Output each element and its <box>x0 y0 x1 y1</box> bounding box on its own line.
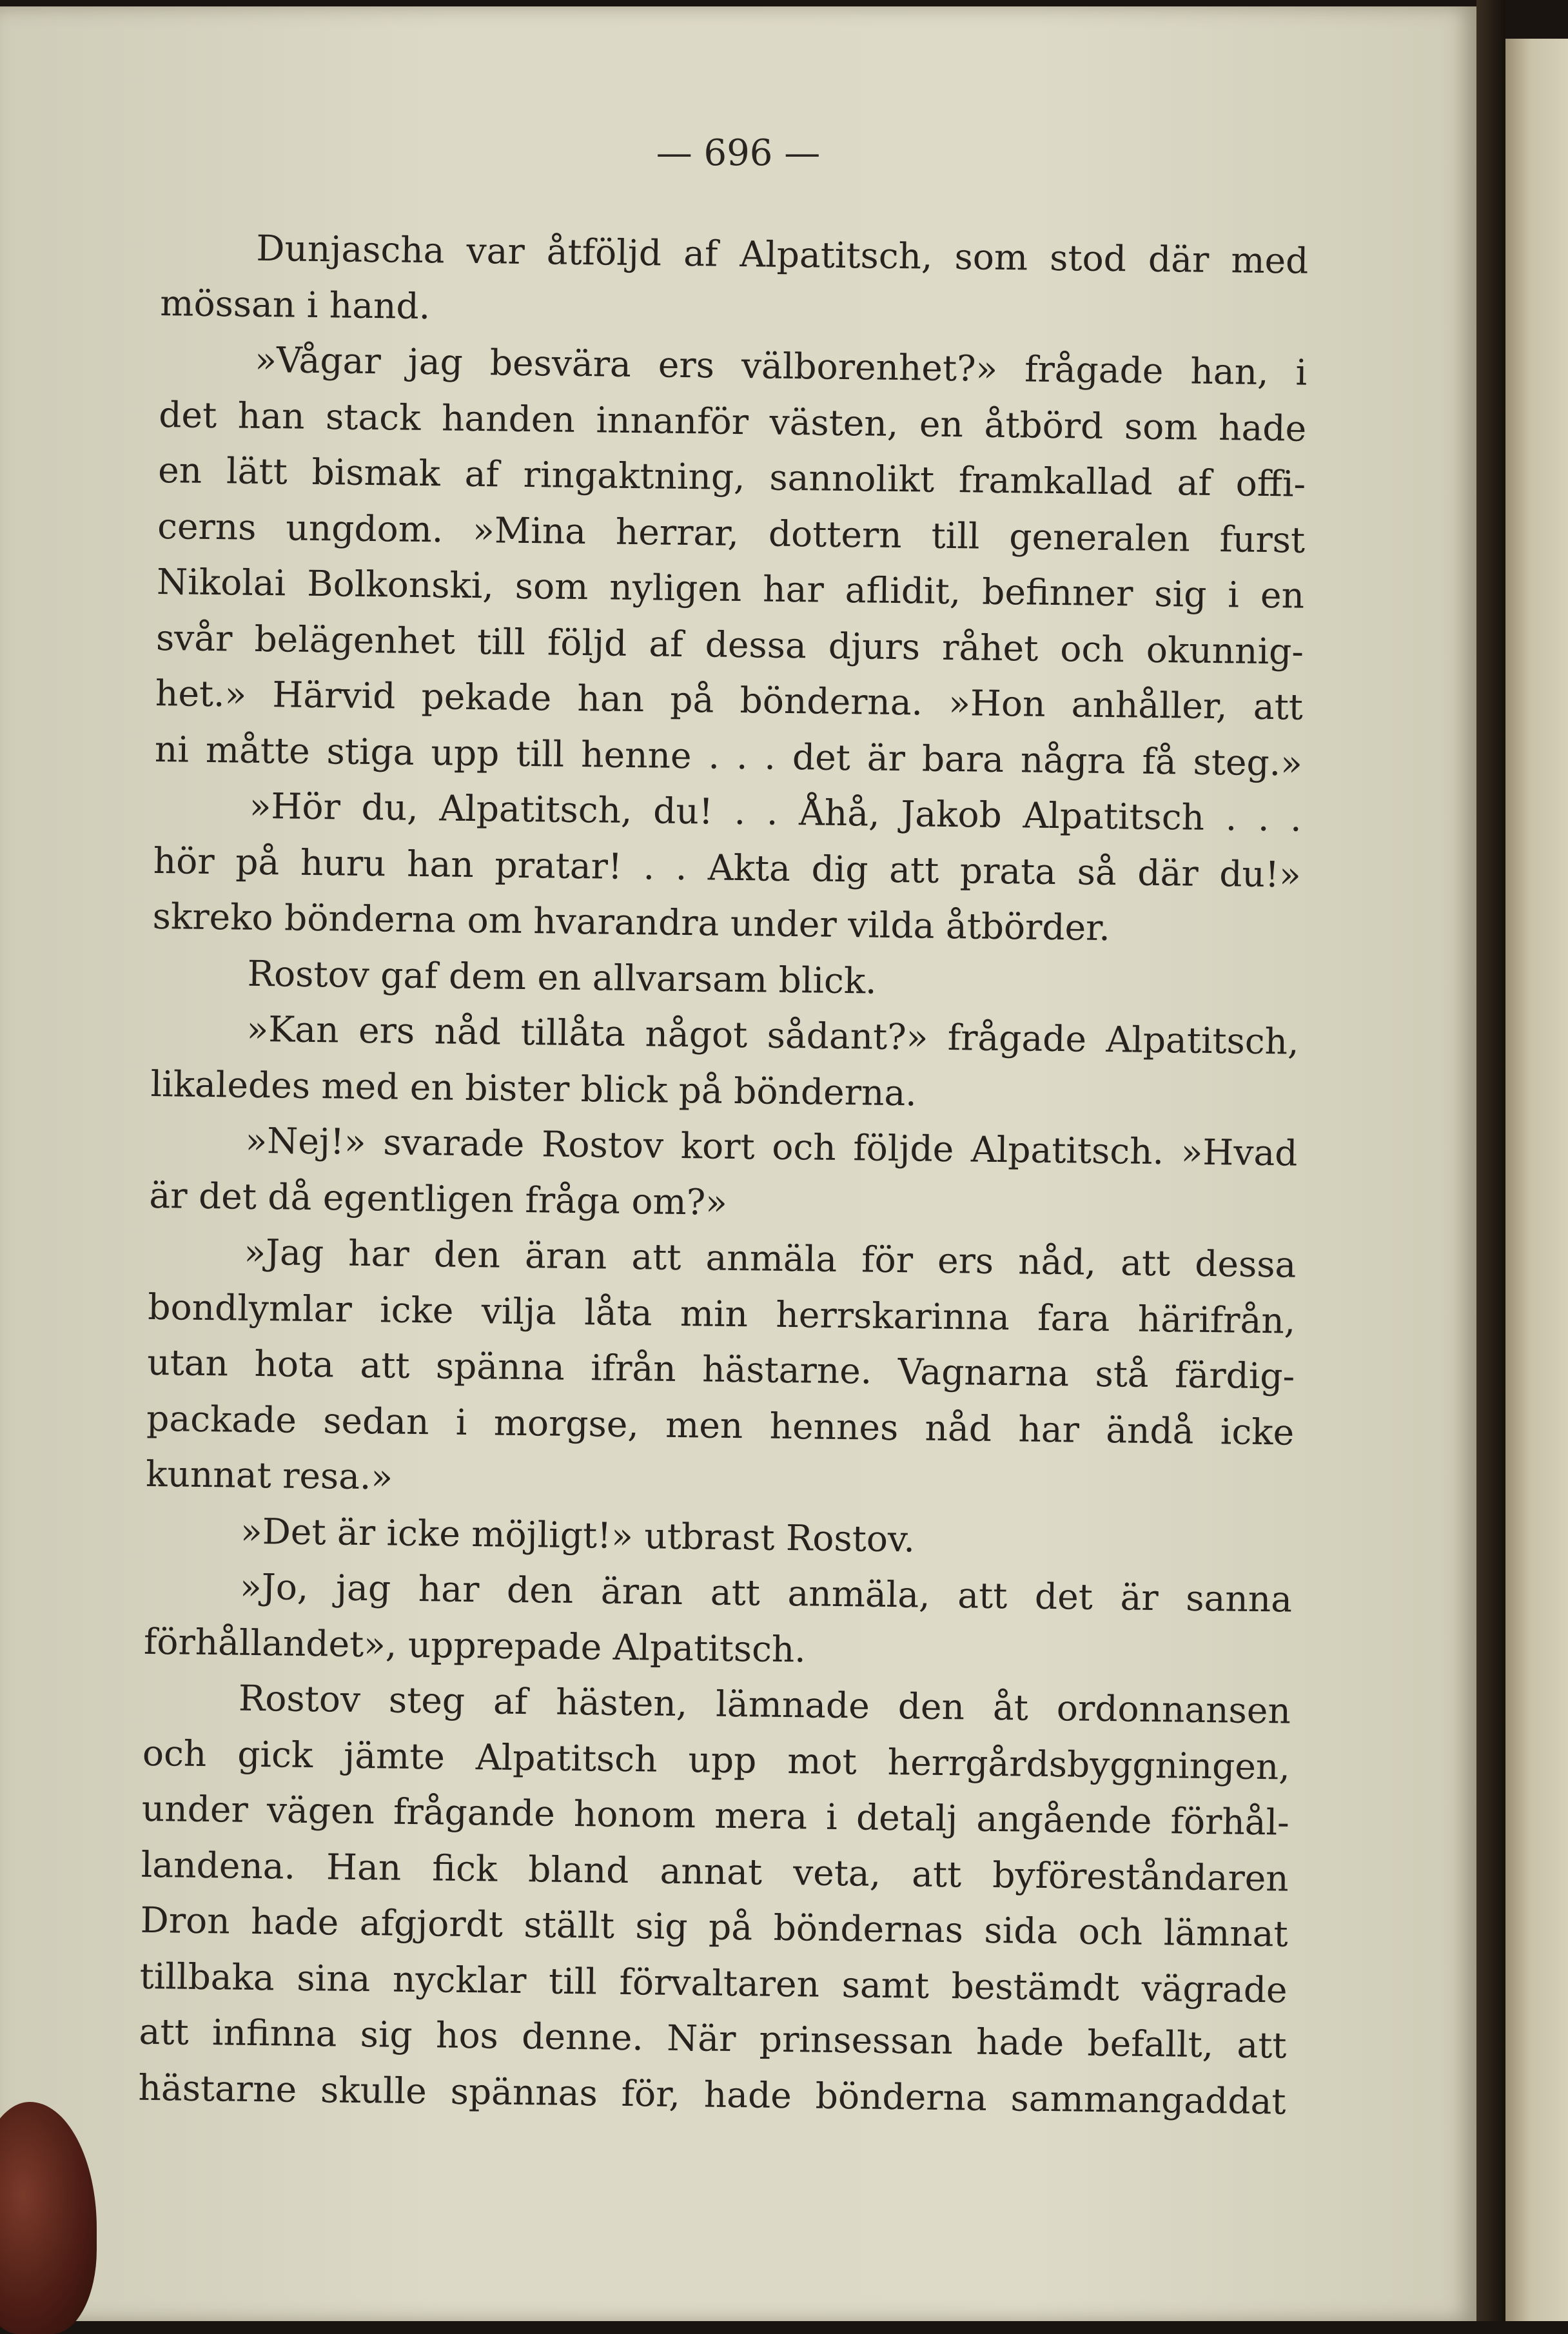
text-line: »Det är icke möjligt!» utbrast Rostov. <box>240 1510 916 1560</box>
text-line: bondlymlar icke vilja låta min herrskarinna fara härifrån, <box>148 1286 1296 1342</box>
text-line: utan hota att spänna ifrån hästarne. Vagnarna stå färdig- <box>146 1341 1295 1397</box>
text-line: »Vågar jag besvära ers välborenhet?» frågade han, i <box>254 338 1308 393</box>
facing-page-edge <box>1505 39 1568 2321</box>
page-number: — 696 — <box>656 132 821 174</box>
text-line: det han stack handen innanför västen, en åtbörd som hade <box>158 393 1307 449</box>
text-line: cerns ungdom. »Mina herrar, dottern till generalen furst <box>157 505 1306 561</box>
text-line: Dunjascha var åtföljd af Alpatitsch, som stod där med <box>256 227 1309 282</box>
text-line: och gick jämte Alpatitsch upp mot herrgårdsbyggningen, <box>142 1732 1291 1788</box>
text-line: »Jag har den äran att anmäla för ers nåd, att dessa <box>244 1231 1297 1286</box>
body-text <box>138 219 1309 2130</box>
text-line: förhållandet», upprepade Alpatitsch. <box>143 1620 807 1670</box>
text-line: »Hör du, Alpatitsch, du! . . Åhå, Jakob Alpatitsch . . . <box>249 785 1302 839</box>
text-line: under vägen frågande honom mera i detalj angående förhål- <box>141 1787 1290 1843</box>
book-page <box>0 6 1476 2321</box>
text-line: »Kan ers nåd tillåta något sådant?» frågade Alpatitsch, <box>246 1008 1299 1063</box>
text-line: att infinna sig hos denne. När prinsessan hade befallt, att <box>139 2010 1287 2066</box>
text-line: landena. Han fick bland annat veta, att byföreståndaren <box>141 1843 1289 1899</box>
text-line: Dron hade afgjordt ställt sig på böndernas sida och lämnat <box>140 1899 1289 1955</box>
text-line: är det då egentligen fråga om?» <box>149 1174 728 1223</box>
text-line: en lätt bismak af ringaktning, sannolikt framkallad af offi- <box>157 449 1306 505</box>
text-line: svår belägenhet till följd af dessa djurs råhet och okunnig- <box>155 616 1304 672</box>
text-line: mössan i hand. <box>160 282 431 327</box>
book-gutter <box>1476 0 1505 2321</box>
text-line: hör på huru han pratar! . . Akta dig att prata så där du!» <box>153 839 1302 896</box>
text-line: »Jo, jag har den äran att anmäla, att det är sanna <box>239 1565 1293 1620</box>
text-line: kunnat resa.» <box>145 1453 393 1498</box>
text-line: Rostov gaf dem en allvarsam blick. <box>247 952 877 1002</box>
text-line: packade sedan i morgse, men hennes nåd har ändå icke <box>146 1397 1295 1453</box>
text-line: het.» Härvid pekade han på bönderna. »Hon anhåller, att <box>155 672 1304 728</box>
text-line: ni måtte stiga upp till henne . . . det är bara några få steg.» <box>154 728 1303 784</box>
text-line: Nikolai Bolkonski, som nyligen har aflidit, befinner sig i en <box>156 560 1305 616</box>
text-line: likaledes med en bister blick på bönderna. <box>150 1063 917 1113</box>
text-line: skreko bönderna om hvarandra under vilda åtbörder. <box>152 895 1111 949</box>
text-line: Rostov steg af hästen, lämnade den åt ordonnansen <box>238 1677 1291 1732</box>
text-line: »Nej!» svarade Rostov kort och följde Alpatitsch. »Hvad <box>245 1119 1298 1174</box>
text-line: tillbaka sina nycklar till förvaltaren samt bestämdt vägrade <box>139 1955 1288 2011</box>
text-line: hästarne skulle spännas för, hade bönderna sammangaddat <box>138 2066 1286 2123</box>
